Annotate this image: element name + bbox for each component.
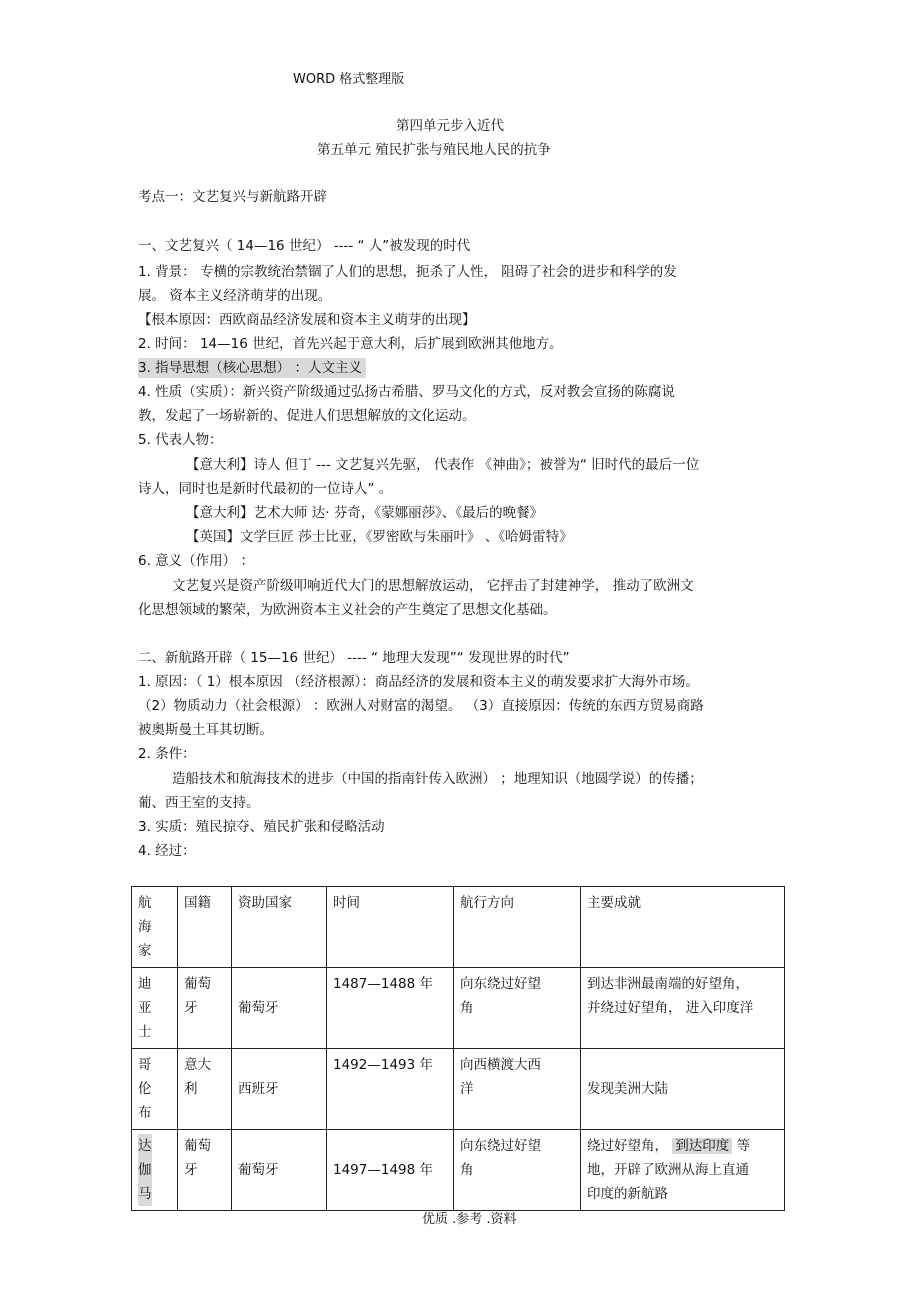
cell-achievement: 到达非洲最南端的好望角， 并绕过好望角， 进入印度洋: [581, 968, 785, 1049]
page-footer: 优质 .参考 .资料: [422, 1212, 517, 1227]
table-row: [132, 1130, 785, 1211]
cell-time: 1492—1493 年: [327, 1049, 454, 1130]
cause-line-3: 被奥斯曼土耳其切断。: [138, 722, 273, 738]
table-header-row: [132, 887, 785, 968]
figure-davinci: 【意大利】艺术大师 达· 芬奇，《蒙娜丽莎》、《最后的晚餐》: [186, 505, 544, 521]
root-cause: 【根本原因：西欧商品经济发展和资本主义萌芽的出现】: [138, 312, 476, 328]
figure-dante-2: 诗人，同时也是新时代最初的一位诗人” 。: [138, 481, 393, 497]
page-header: WORD 格式整理版: [293, 72, 405, 87]
meaning-line-2: 化思想领域的繁荣，为欧洲资本主义社会的产生奠定了思想文化基础。: [138, 602, 557, 618]
cell-navigator: 达 伽 马: [132, 1130, 178, 1211]
header-nationality: 国籍: [178, 887, 232, 968]
header-navigator: 航 海 家: [132, 887, 178, 968]
section1-heading: 一、文艺复兴（ 14—16 世纪） ---- “ 人”被发现的时代: [138, 238, 471, 254]
figures-label: 5. 代表人物：: [138, 432, 223, 448]
header-time: 时间: [327, 887, 454, 968]
cell-time: 1497—1498 年: [327, 1130, 454, 1211]
cell-sponsor: 葡萄牙: [232, 968, 327, 1049]
cell-nationality: 葡萄 牙: [178, 968, 232, 1049]
background-line-1: 1. 背景： 专横的宗教统治禁锢了人们的思想，扼杀了人性， 阻碍了社会的进步和科学的发: [138, 264, 677, 280]
cell-sponsor: 西班牙: [232, 1049, 327, 1130]
table-row: [132, 968, 785, 1049]
meaning-line-1: 文艺复兴是资产阶级叩响近代大门的思想解放运动， 它抨击了封建神学， 推动了欧洲文: [172, 578, 694, 594]
cell-sponsor: 葡萄牙: [232, 1130, 327, 1211]
cell-achievement: 发现美洲大陆: [581, 1049, 785, 1130]
header-sponsor: 资助国家: [232, 887, 327, 968]
cell-direction: 向西横渡大西 洋: [454, 1049, 581, 1130]
nature-line-1: 4. 性质（实质）：新兴资产阶级通过弘扬古希腊、罗马文化的方式，反对教会宣扬的陈腐说: [138, 384, 675, 400]
cell-navigator: 迪 亚 士: [132, 968, 178, 1049]
figure-shakespeare: 【英国】文学巨匠 莎士比亚，《罗密欧与朱丽叶》 、《哈姆雷特》: [186, 529, 573, 545]
header-direction: 航行方向: [454, 887, 581, 968]
condition-line-1: 造船技术和航海技术的进步（中国的指南针传入欧洲） ；地理知识（地圆学说）的传播；: [172, 771, 703, 787]
kaodian-title: 考点一：文艺复兴与新航路开辟: [138, 189, 327, 205]
voyages-table: [131, 886, 785, 1211]
unit-title-4: 第四单元步入近代: [396, 118, 504, 134]
cell-nationality: 意大 利: [178, 1049, 232, 1130]
essence-line: 3. 实质：殖民掠夺、殖民扩张和侵略活动: [138, 819, 385, 835]
header-achievement: 主要成就: [581, 887, 785, 968]
section2-heading: 二、新航路开辟（ 15—16 世纪） ---- “ 地理大发现”“ 发现世界的时代”: [138, 650, 570, 666]
cause-line-1: 1. 原因：（ 1）根本原因 （经济根源）：商品经济的发展和资本主义的萌发要求扩大海外市场。: [138, 674, 699, 690]
background-line-2: 展。 资本主义经济萌芽的出现。: [138, 288, 332, 304]
cell-direction: 向东绕过好望 角: [454, 1130, 581, 1211]
unit-title-5: 第五单元 殖民扩张与殖民地人民的抗争: [317, 142, 551, 158]
cell-direction: 向东绕过好望 角: [454, 968, 581, 1049]
condition-line-2: 葡、西王室的支持。: [138, 795, 260, 811]
cell-nationality: 葡萄 牙: [178, 1130, 232, 1211]
process-label: 4. 经过：: [138, 843, 196, 859]
meaning-label: 6. 意义（作用） ：: [138, 553, 254, 569]
cell-navigator: 哥 伦 布: [132, 1049, 178, 1130]
figure-dante-1: 【意大利】诗人 但丁 --- 文艺复兴先驱， 代表作 《神曲》；被誉为“ 旧时代的最后一位: [186, 457, 700, 473]
guiding-thought: 3. 指导思想（核心思想） ：人文主义: [138, 358, 366, 378]
table-row: [132, 1049, 785, 1130]
nature-line-2: 教，发起了一场崭新的、促进人们思想解放的文化运动。: [138, 408, 476, 424]
condition-label: 2. 条件：: [138, 746, 196, 762]
cause-line-2: （2）物质动力（社会根源） ：欧洲人对财富的渴望。 （3）直接原因：传统的东西方贸易商路: [138, 698, 704, 714]
cell-time: 1487—1488 年: [327, 968, 454, 1049]
cell-achievement: 绕过好望角， 到达印度 等 地，开辟了欧洲从海上直通 印度的新航路: [581, 1130, 785, 1211]
time-line: 2. 时间： 14—16 世纪，首先兴起于意大利，后扩展到欧洲其他地方。: [138, 336, 563, 352]
